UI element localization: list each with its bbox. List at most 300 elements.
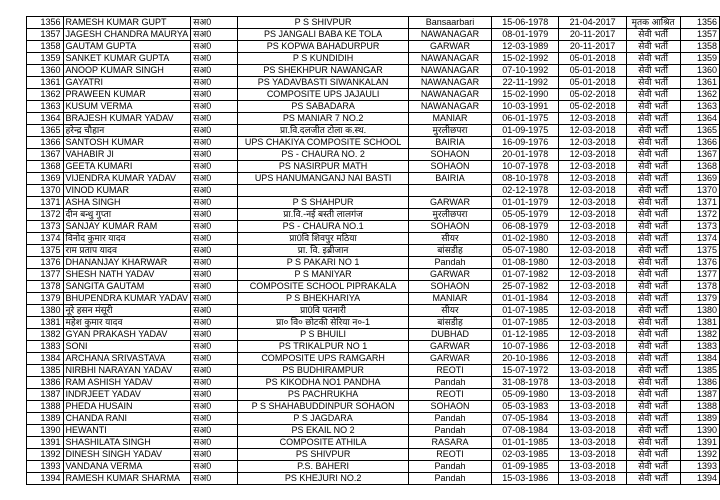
table-row: [27, 269, 720, 281]
teacher-name-cell: GEETA KUMARI: [63, 161, 191, 173]
birth-date-cell: 08-10-1978: [492, 173, 559, 185]
post-cell: सअ0: [191, 197, 238, 209]
block-cell: Pandah: [408, 413, 491, 425]
teacher-name-cell: SANGITA GAUTAM: [63, 281, 191, 293]
joining-date-cell: 20-11-2017: [559, 41, 626, 53]
remark-cell: सेवी भर्ती: [626, 41, 680, 53]
post-cell: सअ0: [191, 209, 238, 221]
teacher-name-cell: ARCHANA SRIVASTAVA: [63, 353, 191, 365]
post-cell: सअ0: [191, 437, 238, 449]
joining-date-cell: 12-03-2018: [559, 125, 626, 137]
block-cell: SOHAON: [408, 281, 491, 293]
teacher-name-cell: RAM ASHISH YADAV: [63, 377, 191, 389]
reference-number-cell: 1389: [680, 413, 719, 425]
remark-cell: सेवी भर्ती: [626, 377, 680, 389]
block-cell: बांसडीह: [408, 317, 491, 329]
post-cell: सअ0: [191, 137, 238, 149]
joining-date-cell: 05-02-2018: [559, 101, 626, 113]
teacher-name-cell: SHESH NATH YADAV: [63, 269, 191, 281]
joining-date-cell: 12-03-2018: [559, 353, 626, 365]
joining-date-cell: 12-03-2018: [559, 209, 626, 221]
table-row: [27, 449, 720, 461]
school-name-cell: P.S. BAHERI: [238, 461, 409, 473]
serial-number-cell: 1364: [27, 113, 64, 125]
teacher-name-cell: GAUTAM GUPTA: [63, 41, 191, 53]
birth-date-cell: 08-01-1979: [492, 29, 559, 41]
post-cell: सअ0: [191, 377, 238, 389]
school-name-cell: P S JAGDARA: [238, 413, 409, 425]
school-name-cell: PS KOPWA BAHADURPUR: [238, 41, 409, 53]
serial-number-cell: 1394: [27, 473, 64, 485]
reference-number-cell: 1370: [680, 185, 719, 197]
reference-number-cell: 1359: [680, 53, 719, 65]
joining-date-cell: 13-03-2018: [559, 413, 626, 425]
school-name-cell: PS - CHAURA NO.1: [238, 221, 409, 233]
teacher-name-cell: VIJENDRA KUMAR YADAV: [63, 173, 191, 185]
reference-number-cell: 1361: [680, 77, 719, 89]
serial-number-cell: 1384: [27, 353, 64, 365]
joining-date-cell: 13-03-2018: [559, 389, 626, 401]
teacher-name-cell: PHEDA HUSAIN: [63, 401, 191, 413]
remark-cell: सेवी भर्ती: [626, 125, 680, 137]
table-row: [27, 437, 720, 449]
table-row: [27, 41, 720, 53]
table-row: [27, 353, 720, 365]
birth-date-cell: 05-09-1980: [492, 389, 559, 401]
serial-number-cell: 1369: [27, 173, 64, 185]
school-name-cell: PS YADAVBASTI SIWANKALAN: [238, 77, 409, 89]
remark-cell: सेवी भर्ती: [626, 425, 680, 437]
school-name-cell: COMPOSITE UPS JAJAULI: [238, 89, 409, 101]
teacher-name-cell: RAMESH KUMAR SHARMA: [63, 473, 191, 485]
school-name-cell: COMPOSITE UPS RAMGARH: [238, 353, 409, 365]
serial-number-cell: 1363: [27, 101, 64, 113]
block-cell: मुरलीछपरा: [408, 125, 491, 137]
reference-number-cell: 1386: [680, 377, 719, 389]
remark-cell: सेवी भर्ती: [626, 53, 680, 65]
remark-cell: सेवी भर्ती: [626, 389, 680, 401]
school-name-cell: प्रा0वि पतनारी: [238, 305, 409, 317]
joining-date-cell: 12-03-2018: [559, 149, 626, 161]
serial-number-cell: 1385: [27, 365, 64, 377]
teacher-name-cell: दीन बन्धु गुप्ता: [63, 209, 191, 221]
post-cell: सअ0: [191, 269, 238, 281]
remark-cell: मृतक आश्रित: [626, 17, 680, 29]
reference-number-cell: 1362: [680, 89, 719, 101]
school-name-cell: PS - CHAURA NO. 2: [238, 149, 409, 161]
post-cell: सअ0: [191, 401, 238, 413]
remark-cell: सेवी भर्ती: [626, 281, 680, 293]
table-row: [27, 257, 720, 269]
block-cell: NAWANAGAR: [408, 89, 491, 101]
reference-number-cell: 1357: [680, 29, 719, 41]
joining-date-cell: 13-03-2018: [559, 365, 626, 377]
block-cell: Bansaarbari: [408, 17, 491, 29]
post-cell: सअ0: [191, 221, 238, 233]
serial-number-cell: 1372: [27, 209, 64, 221]
post-cell: सअ0: [191, 125, 238, 137]
table-row: [27, 197, 720, 209]
reference-number-cell: 1388: [680, 401, 719, 413]
reference-number-cell: 1387: [680, 389, 719, 401]
serial-number-cell: 1366: [27, 137, 64, 149]
reference-number-cell: 1371: [680, 197, 719, 209]
serial-number-cell: 1378: [27, 281, 64, 293]
block-cell: SOHAON: [408, 221, 491, 233]
serial-number-cell: 1375: [27, 245, 64, 257]
remark-cell: सेवी भर्ती: [626, 437, 680, 449]
block-cell: REOTI: [408, 449, 491, 461]
block-cell: मुरलीछपरा: [408, 209, 491, 221]
teacher-name-cell: SANKET KUMAR GUPTA: [63, 53, 191, 65]
table-row: [27, 245, 720, 257]
joining-date-cell: 12-03-2018: [559, 197, 626, 209]
birth-date-cell: 01-09-1985: [492, 461, 559, 473]
block-cell: Pandah: [408, 425, 491, 437]
birth-date-cell: 07-05-1984: [492, 413, 559, 425]
table-row: [27, 89, 720, 101]
school-name-cell: P S BHUILI: [238, 329, 409, 341]
birth-date-cell: 15-07-1972: [492, 365, 559, 377]
serial-number-cell: 1361: [27, 77, 64, 89]
birth-date-cell: 01-12-1985: [492, 329, 559, 341]
reference-number-cell: 1364: [680, 113, 719, 125]
block-cell: Pandah: [408, 461, 491, 473]
reference-number-cell: 1372: [680, 209, 719, 221]
table-row: [27, 329, 720, 341]
block-cell: बांसडीह: [408, 245, 491, 257]
school-name-cell: P S SHAHABUDDINPUR SOHAON: [238, 401, 409, 413]
school-name-cell: P S SHAHPUR: [238, 197, 409, 209]
block-cell: NAWANAGAR: [408, 77, 491, 89]
block-cell: REOTI: [408, 365, 491, 377]
table-row: [27, 365, 720, 377]
block-cell: BAIRIA: [408, 173, 491, 185]
table-row: [27, 473, 720, 485]
school-name-cell: प्रा0वि शिवपुर मठिया: [238, 233, 409, 245]
remark-cell: सेवी भर्ती: [626, 317, 680, 329]
joining-date-cell: 12-03-2018: [559, 113, 626, 125]
joining-date-cell: 20-11-2017: [559, 29, 626, 41]
school-name-cell: प्रा.वि.-नई बस्ती लालगंज: [238, 209, 409, 221]
remark-cell: सेवी भर्ती: [626, 137, 680, 149]
post-cell: सअ0: [191, 53, 238, 65]
table-row: [27, 125, 720, 137]
school-name-cell: PS SHIVPUR: [238, 449, 409, 461]
birth-date-cell: 10-07-1986: [492, 341, 559, 353]
birth-date-cell: 01-01-1984: [492, 293, 559, 305]
birth-date-cell: 16-09-1976: [492, 137, 559, 149]
birth-date-cell: 01-01-1979: [492, 197, 559, 209]
birth-date-cell: 01-09-1975: [492, 125, 559, 137]
teacher-name-cell: DHANANJAY KHARWAR: [63, 257, 191, 269]
teacher-name-cell: PRAWEEN KUMAR: [63, 89, 191, 101]
teacher-name-cell: GAYATRI: [63, 77, 191, 89]
block-cell: DUBHAD: [408, 329, 491, 341]
table-row: [27, 377, 720, 389]
serial-number-cell: 1377: [27, 269, 64, 281]
table-row: [27, 113, 720, 125]
joining-date-cell: 12-03-2018: [559, 281, 626, 293]
post-cell: सअ0: [191, 317, 238, 329]
block-cell: RASARA: [408, 437, 491, 449]
reference-number-cell: 1383: [680, 341, 719, 353]
serial-number-cell: 1368: [27, 161, 64, 173]
teacher-name-cell: हरेन्द्र चौहान: [63, 125, 191, 137]
school-name-cell: COMPOSITE ATHILA: [238, 437, 409, 449]
serial-number-cell: 1357: [27, 29, 64, 41]
birth-date-cell: 01-08-1980: [492, 257, 559, 269]
serial-number-cell: 1371: [27, 197, 64, 209]
reference-number-cell: 1384: [680, 353, 719, 365]
teacher-name-cell: विनोद कुमार यादव: [63, 233, 191, 245]
teacher-name-cell: BHUPENDRA KUMAR YADAV: [63, 293, 191, 305]
block-cell: Pandah: [408, 377, 491, 389]
reference-number-cell: 1356: [680, 17, 719, 29]
post-cell: सअ0: [191, 329, 238, 341]
serial-number-cell: 1359: [27, 53, 64, 65]
joining-date-cell: 12-03-2018: [559, 317, 626, 329]
teacher-name-cell: ASHA SINGH: [63, 197, 191, 209]
serial-number-cell: 1389: [27, 413, 64, 425]
post-cell: सअ0: [191, 41, 238, 53]
birth-date-cell: 05-03-1983: [492, 401, 559, 413]
teacher-name-cell: महेश कुमार यादव: [63, 317, 191, 329]
school-name-cell: P S KUNDIDIH: [238, 53, 409, 65]
remark-cell: सेवी भर्ती: [626, 233, 680, 245]
table-row: [27, 401, 720, 413]
joining-date-cell: 12-03-2018: [559, 269, 626, 281]
birth-date-cell: 07-10-1992: [492, 65, 559, 77]
reference-number-cell: 1394: [680, 473, 719, 485]
remark-cell: सेवी भर्ती: [626, 293, 680, 305]
birth-date-cell: 20-01-1978: [492, 149, 559, 161]
block-cell: NAWANAGAR: [408, 65, 491, 77]
serial-number-cell: 1370: [27, 185, 64, 197]
reference-number-cell: 1368: [680, 161, 719, 173]
table-row: [27, 29, 720, 41]
serial-number-cell: 1386: [27, 377, 64, 389]
birth-date-cell: 07-08-1984: [492, 425, 559, 437]
birth-date-cell: 15-02-1992: [492, 53, 559, 65]
table-row: [27, 317, 720, 329]
remark-cell: सेवी भर्ती: [626, 449, 680, 461]
remark-cell: सेवी भर्ती: [626, 77, 680, 89]
remark-cell: सेवी भर्ती: [626, 245, 680, 257]
post-cell: सअ0: [191, 113, 238, 125]
birth-date-cell: 10-07-1978: [492, 161, 559, 173]
joining-date-cell: 12-03-2018: [559, 341, 626, 353]
table-row: [27, 77, 720, 89]
teacher-name-cell: राम प्रताप यादव: [63, 245, 191, 257]
remark-cell: सेवी भर्ती: [626, 65, 680, 77]
joining-date-cell: 13-03-2018: [559, 461, 626, 473]
block-cell: SOHAON: [408, 401, 491, 413]
post-cell: सअ0: [191, 101, 238, 113]
remark-cell: सेवी भर्ती: [626, 473, 680, 485]
joining-date-cell: 13-03-2018: [559, 425, 626, 437]
remark-cell: सेवी भर्ती: [626, 365, 680, 377]
reference-number-cell: 1369: [680, 173, 719, 185]
school-name-cell: COMPOSITE SCHOOL PIPRAKALA: [238, 281, 409, 293]
post-cell: सअ0: [191, 17, 238, 29]
reference-number-cell: 1382: [680, 329, 719, 341]
joining-date-cell: 13-03-2018: [559, 449, 626, 461]
post-cell: सअ0: [191, 473, 238, 485]
table-row: [27, 221, 720, 233]
joining-date-cell: 12-03-2018: [559, 245, 626, 257]
block-cell: MANIAR: [408, 293, 491, 305]
post-cell: सअ0: [191, 413, 238, 425]
post-cell: सअ0: [191, 29, 238, 41]
teacher-name-cell: NIRBHI NARAYAN YADAV: [63, 365, 191, 377]
table-row: [27, 161, 720, 173]
table-row: [27, 341, 720, 353]
teacher-name-cell: KUSUM VERMA: [63, 101, 191, 113]
table-row: [27, 209, 720, 221]
school-name-cell: PS MANIAR 7 NO.2: [238, 113, 409, 125]
serial-number-cell: 1360: [27, 65, 64, 77]
school-name-cell: P S SHIVPUR: [238, 17, 409, 29]
joining-date-cell: 13-03-2018: [559, 437, 626, 449]
reference-number-cell: 1380: [680, 305, 719, 317]
reference-number-cell: 1377: [680, 269, 719, 281]
birth-date-cell: 01-07-1982: [492, 269, 559, 281]
teacher-name-cell: VAHABIR JI: [63, 149, 191, 161]
block-cell: SOHAON: [408, 161, 491, 173]
serial-number-cell: 1367: [27, 149, 64, 161]
post-cell: सअ0: [191, 77, 238, 89]
school-name-cell: PS TRIKALPUR NO 1: [238, 341, 409, 353]
post-cell: सअ0: [191, 173, 238, 185]
post-cell: सअ0: [191, 461, 238, 473]
remark-cell: सेवी भर्ती: [626, 29, 680, 41]
block-cell: सीयर: [408, 233, 491, 245]
block-cell: GARWAR: [408, 41, 491, 53]
block-cell: GARWAR: [408, 341, 491, 353]
post-cell: सअ0: [191, 341, 238, 353]
reference-number-cell: 1360: [680, 65, 719, 77]
remark-cell: सेवी भर्ती: [626, 113, 680, 125]
reference-number-cell: 1390: [680, 425, 719, 437]
remark-cell: सेवी भर्ती: [626, 89, 680, 101]
serial-number-cell: 1374: [27, 233, 64, 245]
serial-number-cell: 1356: [27, 17, 64, 29]
table-row: [27, 185, 720, 197]
post-cell: सअ0: [191, 293, 238, 305]
joining-date-cell: 12-03-2018: [559, 185, 626, 197]
remark-cell: सेवी भर्ती: [626, 221, 680, 233]
block-cell: Pandah: [408, 257, 491, 269]
reference-number-cell: 1367: [680, 149, 719, 161]
birth-date-cell: 12-03-1989: [492, 41, 559, 53]
post-cell: सअ0: [191, 233, 238, 245]
school-name-cell: [238, 185, 409, 197]
remark-cell: सेवी भर्ती: [626, 197, 680, 209]
birth-date-cell: 02-03-1985: [492, 449, 559, 461]
reference-number-cell: 1391: [680, 437, 719, 449]
serial-number-cell: 1362: [27, 89, 64, 101]
birth-date-cell: 06-01-1975: [492, 113, 559, 125]
school-name-cell: PS SHEKHPUR NAWANGAR: [238, 65, 409, 77]
block-cell: SOHAON: [408, 149, 491, 161]
post-cell: सअ0: [191, 161, 238, 173]
table-body: [27, 17, 720, 485]
serial-number-cell: 1393: [27, 461, 64, 473]
teacher-name-cell: CHANDA RANI: [63, 413, 191, 425]
teacher-name-cell: VANDANA VERMA: [63, 461, 191, 473]
joining-date-cell: 21-04-2017: [559, 17, 626, 29]
joining-date-cell: 12-03-2018: [559, 305, 626, 317]
remark-cell: सेवी भर्ती: [626, 209, 680, 221]
birth-date-cell: 20-10-1986: [492, 353, 559, 365]
reference-number-cell: 1385: [680, 365, 719, 377]
joining-date-cell: 05-01-2018: [559, 77, 626, 89]
serial-number-cell: 1392: [27, 449, 64, 461]
reference-number-cell: 1381: [680, 317, 719, 329]
joining-date-cell: 12-03-2018: [559, 137, 626, 149]
reference-number-cell: 1365: [680, 125, 719, 137]
serial-number-cell: 1379: [27, 293, 64, 305]
block-cell: GARWAR: [408, 197, 491, 209]
joining-date-cell: 13-03-2018: [559, 377, 626, 389]
remark-cell: सेवी भर्ती: [626, 161, 680, 173]
teacher-name-cell: RAMESH KUMAR GUPT: [63, 17, 191, 29]
school-name-cell: PS EKAIL NO 2: [238, 425, 409, 437]
joining-date-cell: 05-01-2018: [559, 53, 626, 65]
table-row: [27, 461, 720, 473]
serial-number-cell: 1390: [27, 425, 64, 437]
table-row: [27, 281, 720, 293]
block-cell: NAWANAGAR: [408, 101, 491, 113]
joining-date-cell: 05-01-2018: [559, 65, 626, 77]
table-row: [27, 413, 720, 425]
post-cell: सअ0: [191, 425, 238, 437]
serial-number-cell: 1388: [27, 401, 64, 413]
remark-cell: सेवी भर्ती: [626, 329, 680, 341]
table-row: [27, 425, 720, 437]
post-cell: सअ0: [191, 245, 238, 257]
post-cell: सअ0: [191, 353, 238, 365]
joining-date-cell: 12-03-2018: [559, 221, 626, 233]
table-row: [27, 293, 720, 305]
block-cell: सीयर: [408, 305, 491, 317]
birth-date-cell: 31-08-1978: [492, 377, 559, 389]
block-cell: [408, 185, 491, 197]
school-name-cell: PS PACHRUKHA: [238, 389, 409, 401]
joining-date-cell: 12-03-2018: [559, 173, 626, 185]
serial-number-cell: 1387: [27, 389, 64, 401]
post-cell: सअ0: [191, 305, 238, 317]
remark-cell: सेवी भर्ती: [626, 185, 680, 197]
block-cell: GARWAR: [408, 269, 491, 281]
birth-date-cell: 02-12-1978: [492, 185, 559, 197]
table-row: [27, 233, 720, 245]
teacher-name-cell: INDRJEET YADAV: [63, 389, 191, 401]
joining-date-cell: 12-03-2018: [559, 161, 626, 173]
serial-number-cell: 1358: [27, 41, 64, 53]
joining-date-cell: 12-03-2018: [559, 257, 626, 269]
post-cell: सअ0: [191, 185, 238, 197]
reference-number-cell: 1366: [680, 137, 719, 149]
block-cell: NAWANAGAR: [408, 29, 491, 41]
block-cell: GARWAR: [408, 353, 491, 365]
post-cell: सअ0: [191, 89, 238, 101]
school-name-cell: PS NASIRPUR MATH: [238, 161, 409, 173]
table-row: [27, 17, 720, 29]
serial-number-cell: 1391: [27, 437, 64, 449]
block-cell: REOTI: [408, 389, 491, 401]
